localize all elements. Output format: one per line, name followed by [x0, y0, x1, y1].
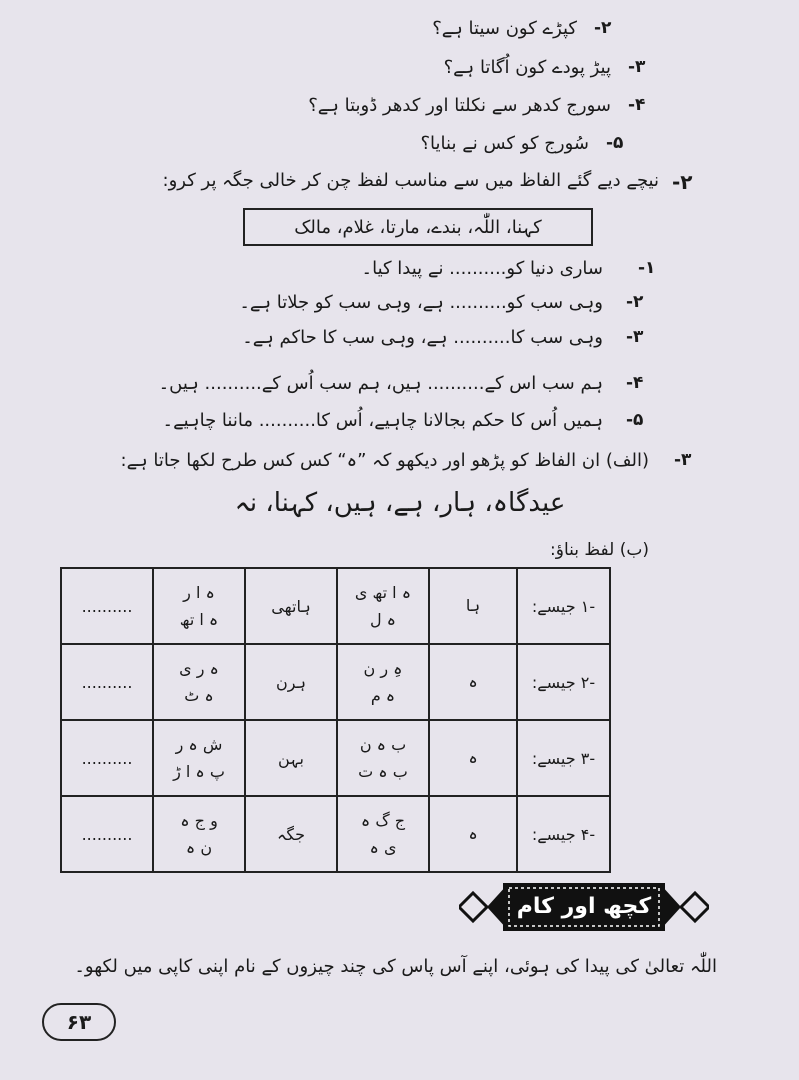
sub-heading-b: [0, 540, 799, 568]
letters-set: ب ہ ت: [358, 762, 408, 781]
question-text: کپڑے کون سیتا ہے؟: [432, 18, 577, 39]
question-text: پیڑ پودے کون اُگاتا ہے؟: [443, 57, 611, 78]
item-text: ہم سب اس کے.......... ہیں، ہم سب اُس کے.......... ہیں۔: [158, 373, 603, 394]
example-letters-cell: [337, 568, 429, 644]
item-text: ساری دنیا کو.......... نے پیدا کیا۔: [361, 258, 603, 279]
table-row: [61, 720, 610, 796]
question-number: -۳: [628, 57, 646, 77]
letters-to-join-cell: [153, 568, 245, 644]
table-row: [61, 796, 610, 872]
exercise-number: -۲: [672, 170, 693, 194]
letters-set: ہ م: [370, 686, 396, 705]
example-letters-cell: [337, 644, 429, 720]
letter-form-cell: ہ: [429, 644, 517, 720]
item-number: -۴: [626, 373, 644, 393]
question-row: [0, 18, 799, 46]
letters-set: ن ہ: [185, 838, 213, 857]
item-number: -۵: [626, 410, 644, 430]
row-label-cell: -۳ جیسے:: [517, 720, 610, 796]
blank-cell: ..........: [61, 796, 153, 872]
exercise-2-heading: [0, 170, 799, 198]
page-number: ۶۳: [42, 1003, 116, 1041]
letters-set: ہ ا ر: [183, 583, 215, 602]
letters-set: ہ ل: [369, 610, 397, 629]
footer-task: [0, 956, 799, 984]
question-row: [0, 57, 799, 85]
letters-set: ش ہ ر: [175, 735, 223, 754]
example-word-cell: ہاتھی: [245, 568, 337, 644]
example-word-cell: جگہ: [245, 796, 337, 872]
letters-set: پ ہ ا ڑ: [173, 762, 225, 781]
letters-set: ہ ٹ: [184, 686, 214, 705]
exercise-number: -۳: [674, 450, 692, 470]
blank-cell: ..........: [61, 644, 153, 720]
letters-to-join-cell: [153, 644, 245, 720]
letters-to-join-cell: [153, 796, 245, 872]
fill-blank-item: [0, 292, 799, 320]
item-number: -۱: [638, 258, 656, 278]
question-text: سورج کدھر سے نکلتا اور کدھر ڈوبتا ہے؟: [308, 95, 611, 116]
letters-set: و ج ہ: [180, 811, 218, 830]
item-text: ہمیں اُس کا حکم بجالانا چاہیے، اُس کا.......... ماننا چاہیے۔: [162, 410, 603, 431]
question-row: [0, 95, 799, 123]
exercise-instruction: (الف) ان الفاظ کو پڑھو اور دیکھو کہ ”ہ“ کس کس طرح لکھا جاتا ہے:: [120, 450, 649, 471]
exercise-instruction: نیچے دیے گئے الفاظ میں سے مناسب لفظ چن کر خالی جگہ پر کرو:: [162, 170, 659, 191]
letters-set: ی ہ: [369, 838, 397, 857]
more-work-banner: [459, 875, 709, 939]
letters-set: ہ ا تھ ی: [354, 583, 412, 602]
question-text: سُورج کو کس نے بنایا؟: [420, 133, 589, 154]
row-label-cell: -۴ جیسے:: [517, 796, 610, 872]
letter-form-cell: ہا: [429, 568, 517, 644]
letters-set: ب ہ ن: [359, 735, 407, 754]
blank-cell: ..........: [61, 568, 153, 644]
item-text: وہی سب کا.......... ہے، وہی سب کا حاکم ہے۔: [242, 327, 603, 348]
question-row: [0, 133, 799, 161]
banner-title: کچھ اور کام: [516, 894, 652, 919]
sub-heading-text: (ب) لفظ بناؤ:: [550, 540, 649, 560]
word-building-table: [60, 567, 611, 873]
item-number: -۳: [626, 327, 644, 347]
footer-task-text: اللّٰہ تعالیٰ کی پیدا کی ہوئی، اپنے آس پاس کی چند چیزوں کے نام اپنی کاپی میں لکھو۔: [74, 956, 717, 977]
letters-to-join-cell: [153, 720, 245, 796]
letters-set: ج گ ہ: [360, 811, 406, 830]
fill-blank-item: [0, 410, 799, 438]
example-letters-cell: [337, 720, 429, 796]
example-word-cell: بہن: [245, 720, 337, 796]
question-number: -۴: [628, 95, 646, 115]
row-label-cell: -۲ جیسے:: [517, 644, 610, 720]
question-number: -۵: [606, 133, 624, 153]
blank-cell: ..........: [61, 720, 153, 796]
item-number: -۲: [626, 292, 644, 312]
item-text: وہی سب کو.......... ہے، وہی سب کو جلاتا ہے۔: [239, 292, 603, 313]
question-number: -۲: [594, 18, 612, 38]
table-row: [61, 644, 610, 720]
fill-blank-item: [0, 373, 799, 401]
letters-set: ہِ ر ن: [363, 659, 403, 678]
word-bank-box: کہنا، اللّٰہ، بندے، مارتا، غلام، مالک: [243, 208, 593, 246]
table-row: [61, 568, 610, 644]
example-word-cell: ہرن: [245, 644, 337, 720]
letters-set: ہ ر ی: [179, 659, 219, 678]
fill-blank-item: [0, 327, 799, 355]
example-letters-cell: [337, 796, 429, 872]
fill-blank-item: [0, 258, 799, 286]
exercise-3-heading: [0, 450, 799, 478]
letter-form-cell: ہ: [429, 796, 517, 872]
letter-form-cell: ہ: [429, 720, 517, 796]
example-words: عیدگاہ، ہار، ہے، ہیں، کہنا، نہ: [234, 488, 566, 518]
row-label-cell: -۱ جیسے:: [517, 568, 610, 644]
letters-set: ہ ا تھ: [179, 610, 219, 629]
